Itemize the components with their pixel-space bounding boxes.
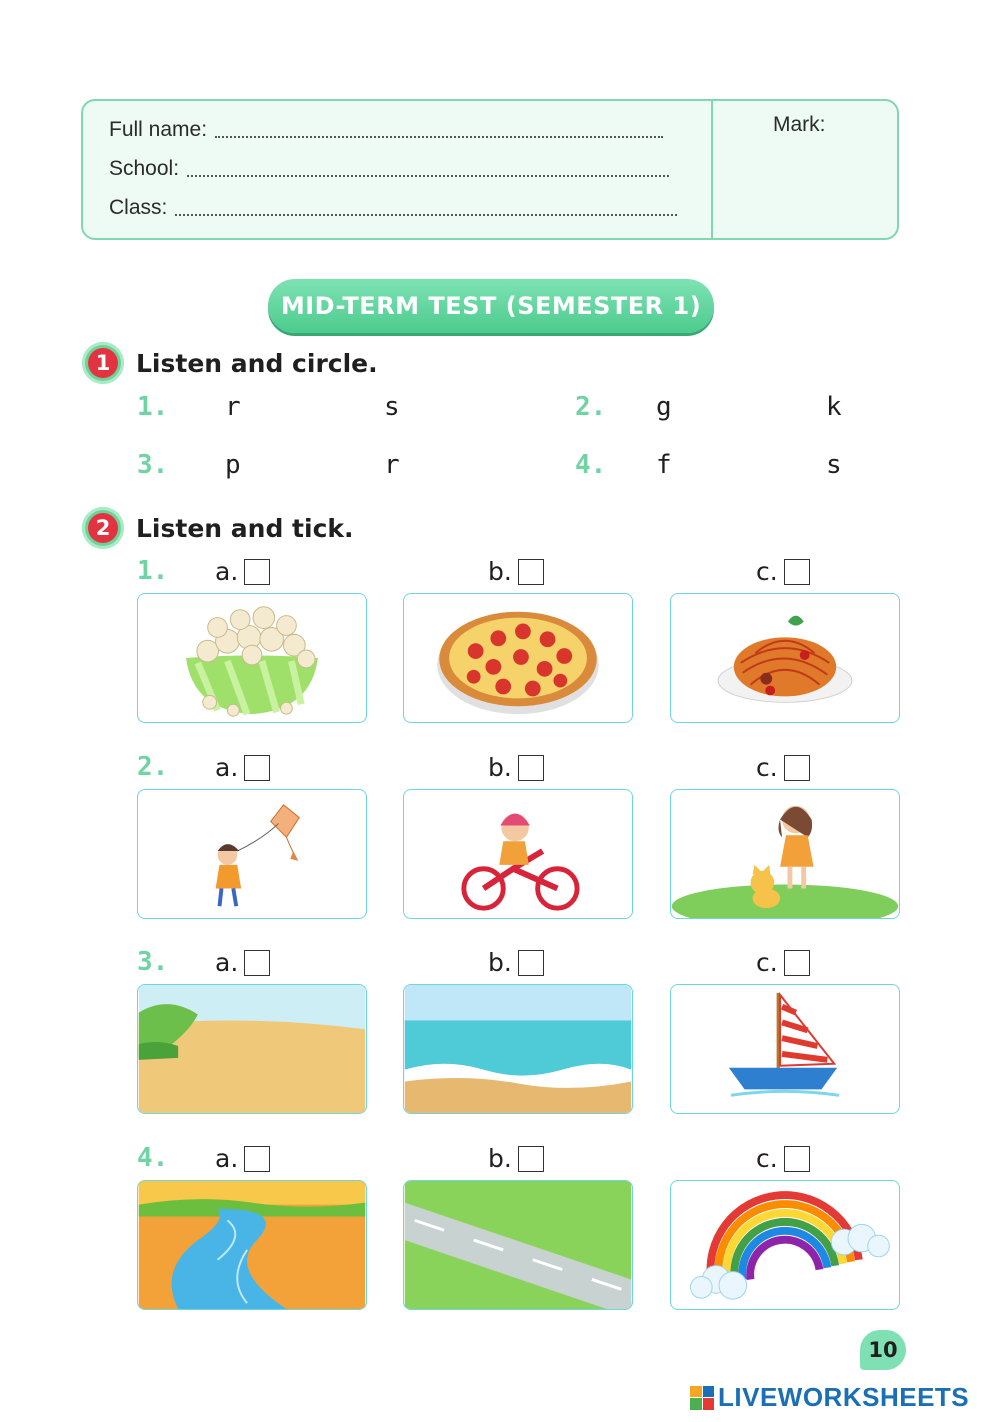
tick-row-1-option-b[interactable] bbox=[488, 557, 544, 586]
section-2-header bbox=[82, 507, 354, 549]
option-b-label: b. bbox=[488, 557, 512, 586]
flying-kite-image[interactable] bbox=[137, 789, 367, 919]
full-name-line[interactable] bbox=[215, 136, 663, 138]
pizza-image[interactable] bbox=[403, 593, 633, 723]
option-a-label: a. bbox=[215, 753, 239, 782]
liveworksheets-icon bbox=[690, 1386, 714, 1410]
tick-row-2-option-c[interactable] bbox=[756, 753, 810, 782]
checkbox[interactable] bbox=[784, 1146, 810, 1172]
riding-bike-image[interactable] bbox=[403, 789, 633, 919]
tick-row-2-option-a[interactable] bbox=[215, 753, 270, 782]
section-1-title: Listen and circle. bbox=[136, 348, 378, 378]
class-field[interactable] bbox=[109, 196, 677, 220]
beach-sand-image[interactable] bbox=[137, 984, 367, 1114]
circle-item-2-option-b[interactable]: k bbox=[826, 392, 842, 422]
circle-item-4-option-a[interactable]: f bbox=[656, 450, 672, 480]
option-a-label: a. bbox=[215, 948, 239, 977]
option-c-label: c. bbox=[756, 557, 778, 586]
tick-row-2-option-b[interactable] bbox=[488, 753, 544, 782]
circle-item-4-number: 4. bbox=[575, 450, 607, 480]
section-1-badge bbox=[82, 342, 124, 384]
tick-row-1-option-a[interactable] bbox=[215, 557, 270, 586]
option-c-label: c. bbox=[756, 1144, 778, 1173]
checkbox[interactable] bbox=[244, 755, 270, 781]
test-title-banner bbox=[268, 279, 714, 333]
header-divider bbox=[711, 101, 713, 238]
spaghetti-image[interactable] bbox=[670, 593, 900, 723]
sailboat-image[interactable] bbox=[670, 984, 900, 1114]
option-a-label: a. bbox=[215, 1144, 239, 1173]
option-c-label: c. bbox=[756, 948, 778, 977]
student-info-box bbox=[81, 99, 899, 240]
circle-item-1-option-a[interactable]: r bbox=[225, 392, 241, 422]
tick-row-2-number: 2. bbox=[137, 752, 169, 782]
section-2-badge bbox=[82, 507, 124, 549]
school-label: School: bbox=[109, 157, 180, 180]
tick-row-3-number: 3. bbox=[137, 947, 169, 977]
full-name-label: Full name: bbox=[109, 118, 208, 141]
checkbox[interactable] bbox=[518, 1146, 544, 1172]
circle-item-1-option-b[interactable]: s bbox=[384, 392, 400, 422]
popcorn-image[interactable] bbox=[137, 593, 367, 723]
tick-row-4-option-a[interactable] bbox=[215, 1144, 270, 1173]
section-1-header bbox=[82, 342, 378, 384]
circle-item-2-number: 2. bbox=[575, 392, 607, 422]
school-field[interactable] bbox=[109, 157, 669, 181]
river-image[interactable] bbox=[137, 1180, 367, 1310]
circle-item-2-option-a[interactable]: g bbox=[656, 392, 672, 422]
checkbox[interactable] bbox=[784, 755, 810, 781]
tick-row-1-number: 1. bbox=[137, 556, 169, 586]
section-2-number: 2 bbox=[88, 513, 118, 543]
checkbox[interactable] bbox=[244, 950, 270, 976]
liveworksheets-logo bbox=[690, 1382, 969, 1413]
girl-with-cat-image[interactable] bbox=[670, 789, 900, 919]
checkbox[interactable] bbox=[244, 559, 270, 585]
tick-row-3-option-a[interactable] bbox=[215, 948, 270, 977]
brand-name: LIVEWORKSHEETS bbox=[718, 1382, 970, 1412]
option-c-label: c. bbox=[756, 753, 778, 782]
tick-row-4-option-c[interactable] bbox=[756, 1144, 810, 1173]
class-line[interactable] bbox=[175, 214, 677, 216]
section-1-number: 1 bbox=[88, 348, 118, 378]
mark-label: Mark: bbox=[773, 113, 826, 136]
class-label: Class: bbox=[109, 196, 168, 219]
option-b-label: b. bbox=[488, 753, 512, 782]
checkbox[interactable] bbox=[518, 559, 544, 585]
test-title: MID-TERM TEST (SEMESTER 1) bbox=[280, 292, 702, 320]
page-number-badge bbox=[860, 1330, 906, 1370]
option-a-label: a. bbox=[215, 557, 239, 586]
tick-row-4-number: 4. bbox=[137, 1143, 169, 1173]
checkbox[interactable] bbox=[784, 950, 810, 976]
checkbox[interactable] bbox=[518, 950, 544, 976]
road-image[interactable] bbox=[403, 1180, 633, 1310]
full-name-field[interactable] bbox=[109, 118, 663, 142]
tick-row-3-option-c[interactable] bbox=[756, 948, 810, 977]
checkbox[interactable] bbox=[518, 755, 544, 781]
page-number: 10 bbox=[868, 1338, 898, 1362]
circle-item-3-number: 3. bbox=[137, 450, 169, 480]
circle-item-4-option-b[interactable]: s bbox=[826, 450, 842, 480]
section-2-title: Listen and tick. bbox=[136, 513, 354, 543]
tick-row-1-option-c[interactable] bbox=[756, 557, 810, 586]
checkbox[interactable] bbox=[784, 559, 810, 585]
sea-image[interactable] bbox=[403, 984, 633, 1114]
option-b-label: b. bbox=[488, 1144, 512, 1173]
circle-item-3-option-b[interactable]: r bbox=[384, 450, 400, 480]
school-line[interactable] bbox=[187, 175, 669, 177]
circle-item-1-number: 1. bbox=[137, 392, 169, 422]
option-b-label: b. bbox=[488, 948, 512, 977]
tick-row-4-option-b[interactable] bbox=[488, 1144, 544, 1173]
tick-row-3-option-b[interactable] bbox=[488, 948, 544, 977]
circle-item-3-option-a[interactable]: p bbox=[225, 450, 241, 480]
checkbox[interactable] bbox=[244, 1146, 270, 1172]
rainbow-image[interactable] bbox=[670, 1180, 900, 1310]
